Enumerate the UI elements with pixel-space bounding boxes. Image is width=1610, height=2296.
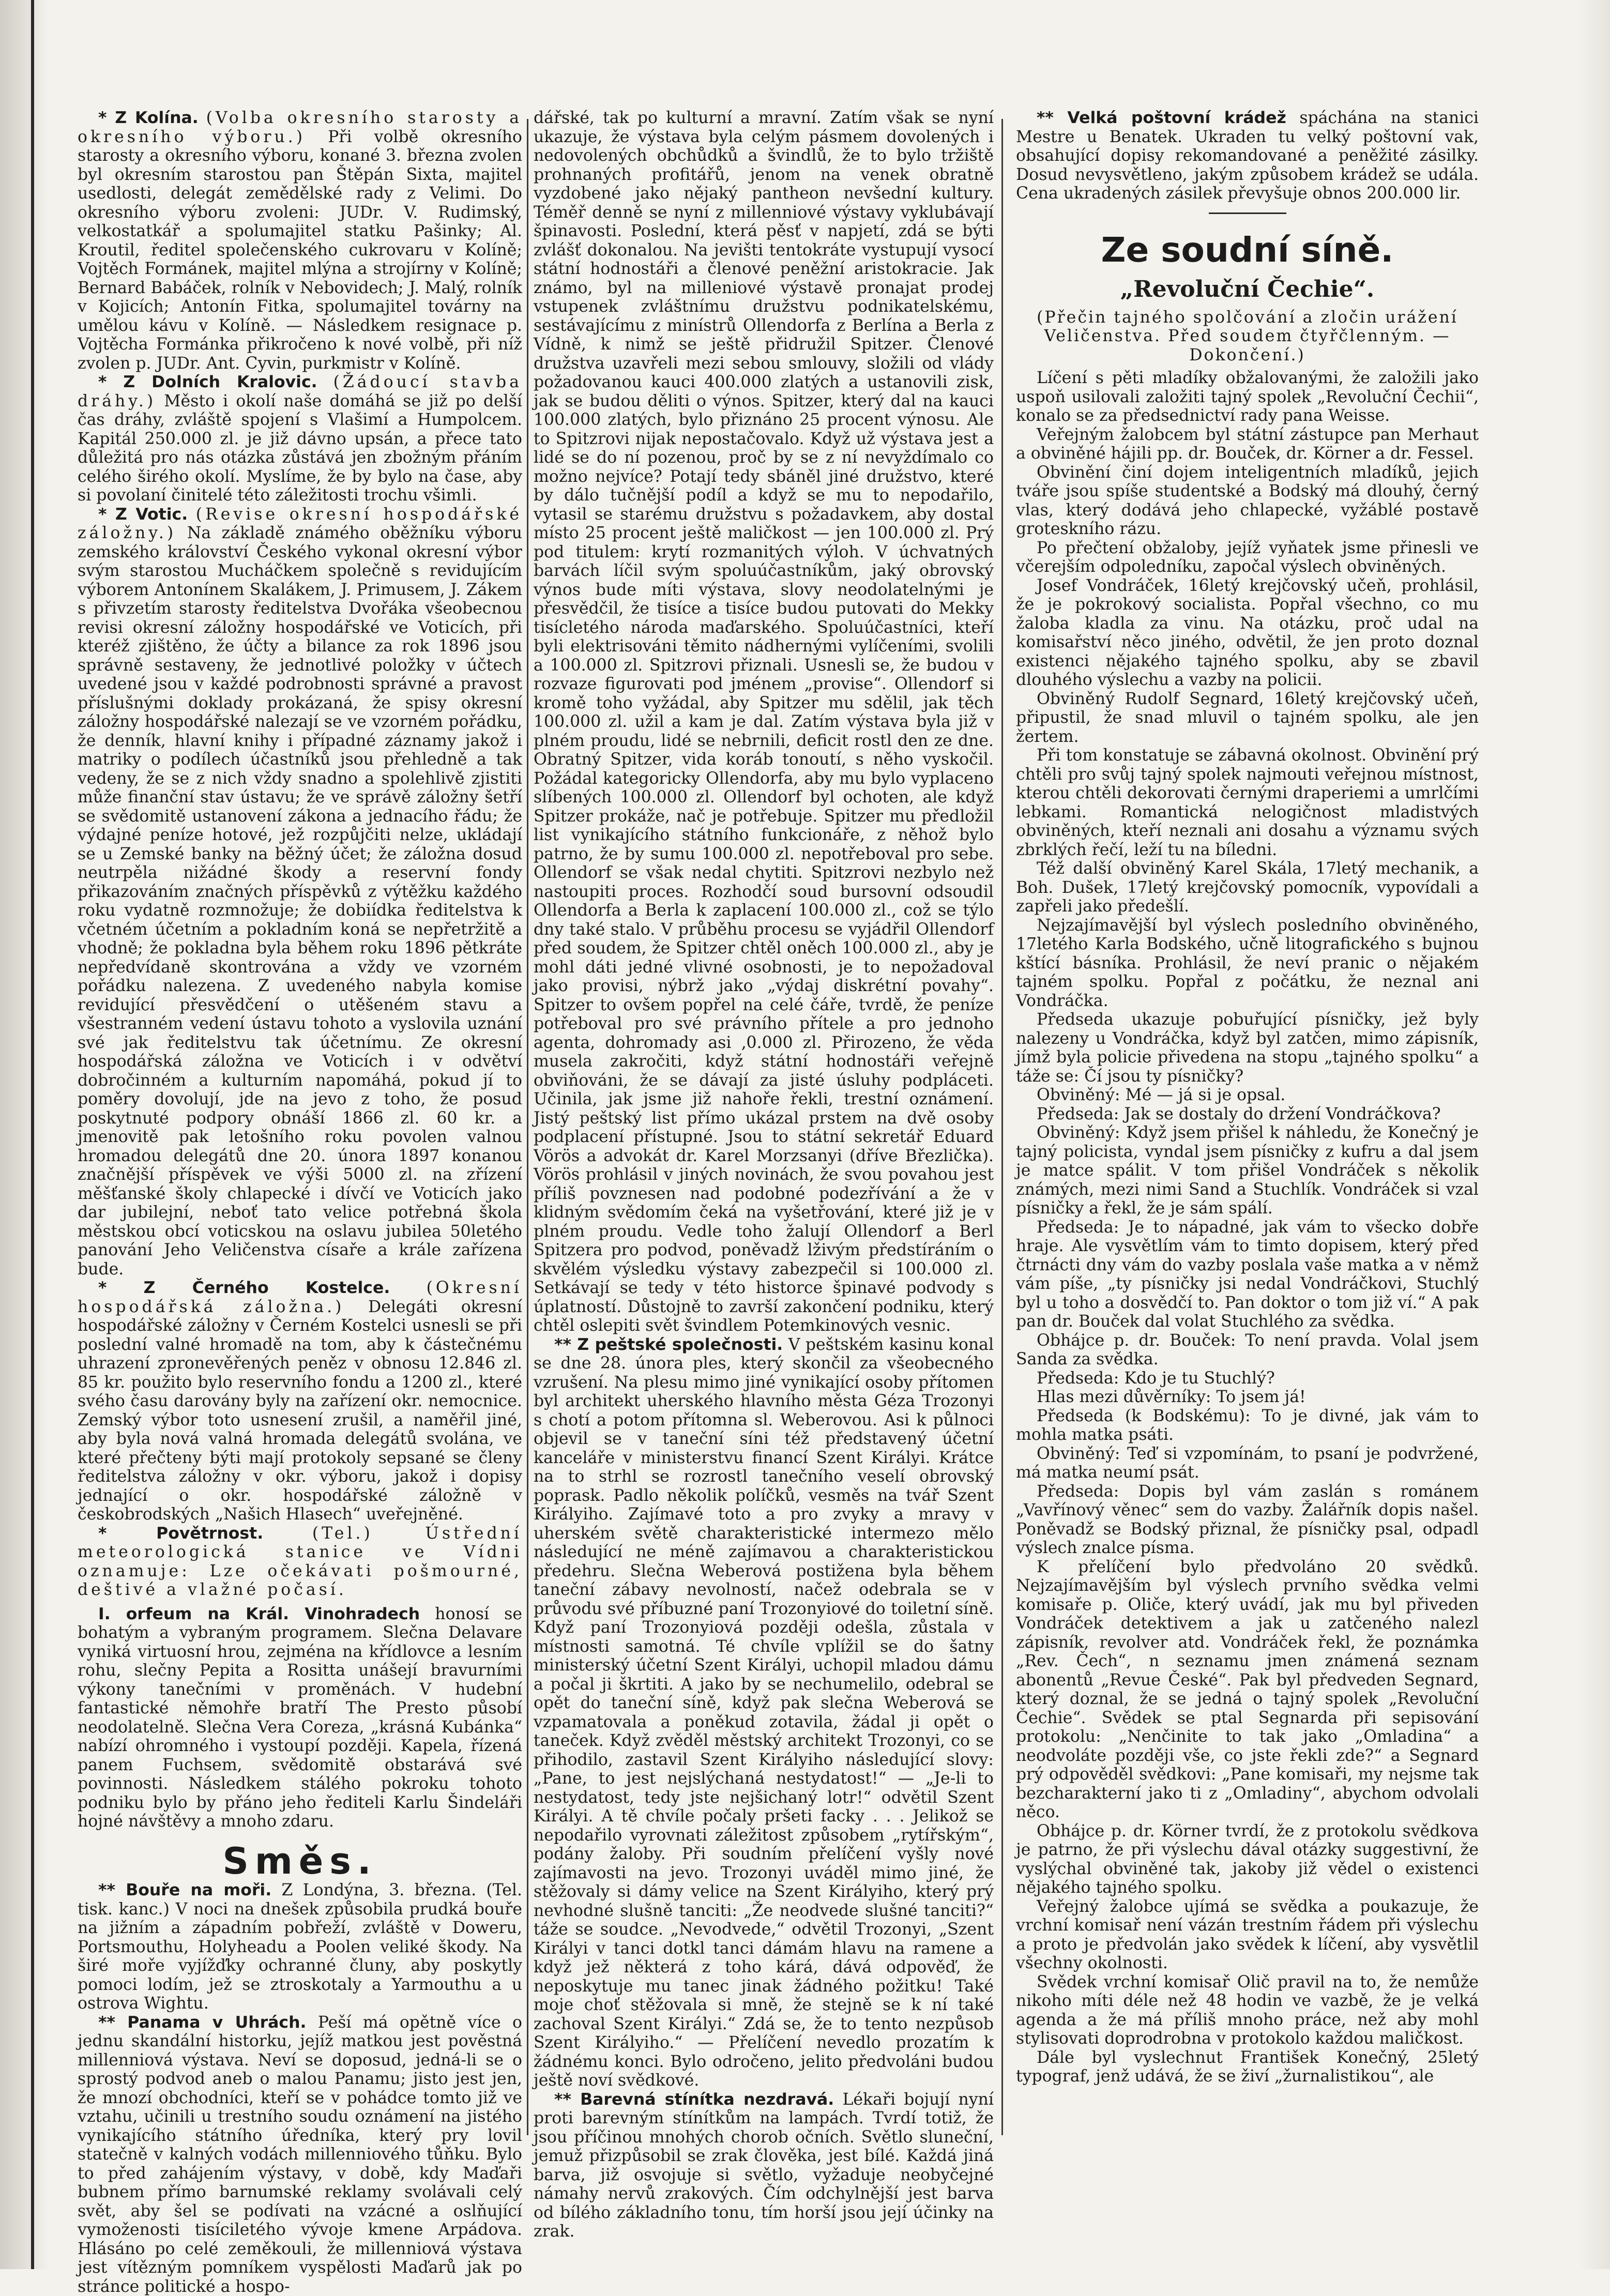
column-1 [78,109,522,2228]
article-storm [78,1881,522,2013]
page-right-margin [1579,0,1610,2269]
court-case-title: „Revoluční Čechie“. [1016,276,1479,303]
court-paragraph: Nejzajímavější byl výslech posledního obviněného, 17letého Karla Bodského, učně litografického s bujnou kštící básníka. Prohlásil, že neví pranic o nějakém tajném spolku. Popřal z počátku, že neznal ani Vondráčka. [1016,916,1479,1011]
court-paragraph: Obviněný: Teď si vzpomínám, to psaní je podvržené, má matka neumí psát. [1016,1444,1479,1482]
article-storm-lead: ** Bouře na moři. [98,1881,271,1899]
article-pest-society-lead: ** Z peštské společnosti. [554,1335,783,1354]
court-paragraph: Obviněný Rudolf Segnard, 16letý krejčovský učeň, připustil, že snad mluvil o tajném spolku, ale jen žertem. [1016,690,1479,747]
court-paragraph: Předseda: Jak se dostaly do držení Vondráčkova? [1016,1105,1479,1124]
court-paragraph: Veřejným žalobcem byl státní zástupce pan Merhaut a obviněné hájili pp. dr. Bouček, dr. Körner a dr. Fessel. [1016,425,1479,463]
article-votice-lead: * Z Votic. [98,505,188,524]
court-paragraph: Hlas mezi důvěrníky: To jsem já! [1016,1388,1479,1407]
court-paragraph: Líčení s pěti mladíky obžalovanými, že založili jako uspoň usilovali založiti tajný spolek „Revoluční Čechii“, konalo se za předsednictví rady pana Weisse. [1016,369,1479,425]
article-postal-theft-lead: ** Velká poštovní krádež [1037,109,1286,127]
column-rule-1 [527,119,528,2135]
article-storm-body: Z Londýna, 3. března. (Tel. tisk. kanc.) V noci na dnešek způsobila prudká bouře na jižním a západním pobřeží, zvláště v Doweru, Portsmouthu, Holyheadu a Poolen veliké škody. Na širé moře vyjížďky ochranné čluny, aby poskytly pomoci lodím, jež se ztroskotaly a Yarmouthu a u ostrova Wightu. [78,1881,522,2013]
article-kolin-body: Při volbě okresního starosty a okresního výboru, konané 3. března zvolen byl okresním starostou pan Štěpán Sixta, majitel usedlosti, delegát zemědělské rady z Velimi. Do okresního výboru zvoleni: JUDr. V. Rudimský, velkostatkář a spolumajitel statku Pašinky; Al. Kroutil, ředitel společenského cukrovaru v Kolíně; Vojtěch Formánek, majitel mlýna a strojírny v Kolíně; Bernard Babáček, rolník v Nebovidech; J. Malý, rolník v Kojicích; Antonín Fitka, spolumajitel továrny na umělou kávu v Kolíně. — Následkem resignace p. Vojtěcha Formánka přikročeno k nové volbě, při níž zvolen p. JUDr. Ant. Cyvin, purkmistr v Kolíně. [78,128,522,373]
article-orfeum-lead: I. orfeum na Král. Vinohradech [98,1605,420,1623]
article-kolin-subtitle: (Volba okresního starosty a okresního výboru.) [78,109,522,146]
column-3 [1016,109,1479,2228]
court-paragraph: K přelíčení bylo předvoláno 20 svědků. Nejzajímavějším byl výslech prvního svědka velmi komisaře p. Oliče, který uvádí, jak mu byl přiveden Vondráček detektivem a jak u zatčeného nalezl zápisník, revolver atd. Vondráček řekl, že poznámka „Rev. Čech“, n seznamu jmen známená seznam abonentů „Revue České“. Pak byl předveden Segnard, který doznal, že se jedná o tajný spolek „Revoluční Čechie“. Svědek se ptal Segnarda při sepisování protokolu: „Nenčinite to tak jako „Omladina“ a neodvoláte později vše, co jste řekli zde?“ a Segnard prý odpověděl svědkovi: „Pane komisaři, my nejsme tak bezcharakterní jako ti z „Omladiny“, abychom odvolali něco. [1016,1558,1479,1822]
section-heading-smes: Směs. [78,1852,522,1871]
court-paragraph: Obvinění činí dojem inteligentních mladíků, jejich tváře jsou spíše studentské a Bodský má dlouhý, černý vlas, který dodává jeho chlapecké, vyžáblé postavě groteskního rázu. [1016,463,1479,539]
article-lampshades [534,2090,994,2241]
article-pest-society [534,1335,994,2090]
court-section-title: Ze soudní síně. [1016,230,1479,271]
court-paragraph: Po přečtení obžaloby, jejíž vyňatek jsme přinesli ve včerejším odpoledníku, započal výslech obviněných. [1016,539,1479,576]
article-orfeum [78,1605,522,1831]
article-lampshades-body: Lékaři bojují nyní proti barevným stínítkům na lampách. Tvrdí totiž, že jsou příčinou mnohých chorob očních. Světlo sluneční, jemuž přizpůsobil se zrak člověka, jest bílé. Každá jiná barva, již osvojuje si světlo, vyžaduje neobyčejné námahy nervů zrakových. Čím odchylnější jest barva od bílého základního tonu, tím horší jsou její účinky na zrak. [534,2090,994,2241]
article-dolni-kralovice-lead: * Z Dolních Kralovic. [98,373,317,391]
article-lampshades-lead: ** Barevná stínítka nezdravá. [554,2090,834,2109]
article-cerny-kostelec-body: Delegáti okresní hospodářské záložny v Černém Kostelci usnesli se při poslední valné hromadě na tom, aby k částečnému uhrazení zpronevěřených peněz v obnosu 12.846 zl. 85 kr. použito bylo reservního fondu a 1200 zl., které svého času darovány byly na zařízení okr. nemocnice. Zemský výbor toto usnesení zrušil, a naměřil jiné, aby byla nová valná hromada delegátů svolána, ve které přečteny býti mají protokoly sepsané se členy ředitelstva záložny v okr. výboru, jakož i dopisy jednající o okr. hospodářské záložně v českobrodských „Našich Hlasech“ uveřejněné. [78,1298,522,1524]
article-postal-theft [1016,109,1479,203]
article-dolni-kralovice-subtitle: (Žádoucí stavba dráhy.) [78,373,522,410]
article-votice-subtitle: (Revise okresní hospodářské záložny.) [78,505,522,543]
court-paragraph: Obviněný: Když jsem přišel k náhledu, že Konečný je tajný policista, vyndal jsem písničky z kufru a dal jsem je matce spálit. V tom přišel Vondráček s několik známých, mezi nimi Sand a Stuchlík. Vondráček si vzal písničky a řekl, že je sám spálí. [1016,1123,1479,1218]
column-rule-2 [1001,119,1003,2135]
article-cerny-kostelec-subtitle: (Okresní hospodářská záložna.) [78,1279,522,1316]
article-votice [78,505,522,1279]
article-weather-body: (Tel.) Ústřední meteorologická stanice ve Vídni oznamuje: Lze očekávati pošmourné, deštivé a vlažné počasí. [78,1524,522,1600]
court-paragraph: Předseda: Kdo je tu Stuchlý? [1016,1369,1479,1388]
article-dolni-kralovice-body: Město i okolí naše domáhá se již po delší čas dráhy, zvláště spojení s Vlašimí a Humpolcem. Kapitál 250.000 zl. je již dávno upsán, a přece tato důležitá pro nás otázka zůstává jen zbožným přáním celého širého okolí. Myslíme, že by bylo na čase, aby si povolaní činitelé této záležitosti trochu všimli. [78,392,522,505]
court-paragraph: Obhájce p. dr. Bouček: To není pravda. Volal jsem Sanda za svědka. [1016,1331,1479,1369]
court-paragraph: Josef Vondráček, 16letý krejčovský učeň, prohlásil, že je pokrokový socialista. Popřal všechno, co mu žaloba kladla za vinu. Na otázku, proč udal na komisařství něco jiného, odvětil, že jen proto doznal existenci nějakého tajného spolku, aby se zbavil dlouhého výslechu a vazby na policii. [1016,576,1479,690]
article-orfeum-body: honosí se bohatým a vybraným programem. Slečna Delavare vyniká virtuosní hrou, zejména na křídlovce a lesním rohu, slečny Pepita a Rositta unášejí bravurními výkony tanečními v proměnách. V hudební fantastické němohře bratří The Presto působí neodolatelně. Slečna Vera Coreza, „krásná Kubánka“ nabízí ohromného i vystoupí později. Kapela, řízená panem Fuchsem, svědomitě obstarává své povinnosti. Následkem stálého pokroku tohoto podniku bylo by přáno jeho řediteli Karlu Šindeláři hojné návštěvy a mnoho zdaru. [78,1605,522,1831]
court-paragraph: Dále byl vyslechnut František Konečný, 25letý typograf, jenž udává, že se živí „žurnalistikou“, ale [1016,2048,1479,2086]
court-paragraph: Obviněný: Mé — já si je opsal. [1016,1086,1479,1105]
court-paragraph: Při tom konstatuje se zábavná okolnost. Obvinění prý chtěli pro svůj tajný spolek najmouti veřejnou místnost, kterou chtěli dekorovati černými draperiemi a umrlčími lebkami. Romantická nelogičnost mladistvých obviněných, kteří neznali ani dosahu a významu svých zbrklých řečí, leží tu na bíledni. [1016,746,1479,859]
short-divider [1209,212,1286,214]
article-panama-body: Peší má opětně více o jednu skandální historku, jejíž matkou jest pověstná millenniová výstava. Neví se doposud, jedná-li se o sprostý podvod aneb o malou Panamu; jisto jest jen, že mnozí obchodníci, kteří se v pohádce tomto již ve vztahu, učinili u trestního soudu oznámení na jistého vynikajícího státního úředníka, který pry lovil statečně v kalných vodách millenniového tůňku. Bylo to před zahájením výstavy, v době, kdy Maďaři bubnem přímo barnumské reklamy svolávali celý svět, aby šel se podívati na vzácné a oslňující vymoženosti tisíciletého vývoje kmene Arpádova. Hlásáno po celé zeměkouli, že millenniová výstava jest vítězným pomníkem vyspělosti Maďarů jak po stránce politické a hospo- [78,2013,522,2296]
binding-line [31,0,34,2269]
court-paragraph: Předseda: Je to nápadné, jak vám to všecko dobře hraje. Ale vysvětlím vám to timto dopisem, který před čtrnácti dny vám do vazby poslala vaše matka a v němž vám píše, „ty písničky jsi nedal Vondráčkovi, Stuchlý byl u toho a dosvědčí to. Pan doktor o tom již ví.“ A pak pan dr. Bouček dal volat Stuchlého za svědka. [1016,1218,1479,1331]
column-2 [534,109,994,2228]
court-paragraph: Též další obviněný Karel Skála, 17letý mechanik, a Boh. Dušek, 17letý krejčovský pomocník, vypovídali a zapřeli jako předešlí. [1016,859,1479,916]
article-cerny-kostelec-lead: * Z Černého Kostelce. [98,1279,390,1297]
article-kolin [78,109,522,373]
article-kolin-lead: * Z Kolína. [98,109,199,127]
court-paragraph: Předseda (k Bodskému): To je divné, jak vám to mohla matka psáti. [1016,1407,1479,1444]
article-panama-lead: ** Panama v Uhrách. [98,2013,307,2032]
court-case-intro: (Přečin tajného spolčování a zločin urážení Veličenstva. Před soudem čtyřčlenným. — Dokončení.) [1016,308,1479,365]
article-postal-theft-body: spáchána na stanici Mestre u Benatek. Ukraden tu velký poštovní vak, obsahující dopisy rekomandované a peněžité zásilky. Dosud nevysvětleno, jakým způsobem krádež se udála. Cena ukradených zásilek převyšuje obnos 200.000 lir. [1016,109,1479,203]
page-left-margin [0,0,49,2269]
court-paragraph: Svědek vrchní komisař Olič pravil na to, že nemůže nikoho míti déle než 48 hodin ve vazbě, že je velká agenda a že má příliš mnoho práce, než aby mohl stylisovati doprodrobna v protokolo každou maličkost. [1016,1973,1479,2048]
court-paragraph: Předseda: Dopis byl vám zaslán s románem „Vavřínový věnec“ sem do vazby. Žalářník dopis našel. Poněvadž se Bodský přiznal, že písničky psal, odpadl výslech znalce písma. [1016,1482,1479,1558]
article-weather [78,1524,522,1600]
article-votice-body: Na základě známého oběžníku výboru zemského království Českého vykonal okresní výbor svým starostou Mucháčkem společně s revidujícím výborem Antonínem Skalákem, J. Primusem, J. Zákem s přivzetím starosty ředitelstva Dvořáka všeobecnou revisi okresní záložny hospodářské ve Voticích, při kteréž zjištěno, že účty a bilance za rok 1896 jsou správně sestaveny, že jednotlivé položky v účtech uvedené jsou v každé podrobnosti správné a pravost příslušnými doklady prokázaná, že spisy okresní záložny hospodářské nalezají se ve vzorném pořádku, že denník, hlavní knihy i případné záznamy jakož i matriky o podílech účastníků jsou přehledně a tak vedeny, že se z nich vždy snadno a spolehlivě zjistiti může finanční stav ústavu; že ve správě záložny šetří se svědomitě ustanovení zákona a jednacího řádu; že výdajné peníze hotové, jež rozpůjčiti nelze, ukládají se u Zemské banky na běžný účet; že záložna dosud neutrpěla nižádné škody a reservní fondy přikazováním značných příspěvků z výtěžku každého roku vydatně rozmnožuje; že dobiídka ředitelstva k včetném účetním a pokladním koná se nepřetržitě a vhodně; že pokladna byla během roku 1896 pětkráte nepředvídaně skontrována a vždy ve vzorném pořádku nalezena. Z uvedeného nabyla komise revidující přesvědčení o utěšeném stavu a všestranném vedení ústavu tohoto a vyslovila uznání své jak ředitelstvu tak účetnímu. Ze okresní hospodářská záložna ve Voticích i v odvětví dobročinném a kulturním napomáhá, pokud jí to poměry dovolují, jde na jevo z toho, že posud poskytnuté podpory obnáší 1866 zl. 60 kr. a jmenovitě pak letošního roku povolen valnou hromadou delegátů dne 20. února 1897 konanou značnější příspěvek ve výši 5000 zl. na zřízení měšťanské školy chlapecké i dívčí ve Voticích jako dar jubilejní, neboť tato velice potřebná škola městskou obcí voticskou na oslavu jubilea 50letého panování Jeho Veličenstva císaře a krále zařízena bude. [78,524,522,1279]
article-weather-lead: * Povětrnost. [98,1524,263,1543]
court-paragraph: Obhájce p. dr. Körner tvrdí, že z protokolu svědkova je patrno, že při výslechu dával otázky suggestivní, že vyslýchal obviněné tak, jakoby již vědel o existenci nějakého tajného spolku. [1016,1822,1479,1897]
article-dolni-kralovice [78,373,522,505]
article-panama [78,2013,522,2296]
article-cerny-kostelec [78,1279,522,1524]
court-paragraph: Předseda ukazuje pobuřující písničky, jež byly nalezeny u Vondráčka, když byl zatčen, mimo zápisník, jímž byla policie přivedena na stopu „tajného spolku“ a táže se: Čí jsou ty písničky? [1016,1010,1479,1086]
article-panama-continued: dářské, tak po kulturní a mravní. Zatím však se nyní ukazuje, že výstava byla celým pásmem dovolených i nedovolených obchůdků a švindlů, že to bylo tržiště prohnaných profitářů, jenom na venek obratně vyzdobené jako nějaký pantheon nevšední kultury. Téměř denně se nyní z millenniové výstavy vyklubávají špinavosti. Poslední, která pěsť v napjetí, zdá se býti zvlášť dokonalou. Na jevišti tentokráte vystupují vysocí státní hodnostáři a členové peněžní aristokracie. Jak známo, byl na milleniové výstavě pronajat prodej vstupenek zvláštnímu družstvu podnikatelskému, sestávajícímu z minístrů Ollendorfa z Berlína a Berla z Vídně, k nimž se ještě přidružil Spitzer. Členové družstva uzavřeli mezi sebou smlouvy, složili od vlády požadovanou kauci 400.000 zlatých a ustanovili zisk, jak se budou děliti o výnos. Spitzer, který dal na kauci 100.000 zlatých, bylo přiznáno 25 procent výnosu. Ale to Spitzrovi nijak nepostačovalo. Když už výstava jest a lidé se do ní pozenou, proč by se z ní nevyždímalo co možno nejvíce? Potají tedy sbáněl jiné družstvo, které by dálo tučnější podíl a když se mu to nepodařilo, vytasil se starému družstvu s požadavkem, aby dostal místo 25 procent ještě maličkost — jen 100.000 zl. Prý pod titulem: krytí rozmanitých výloh. V úchvatných barvách líčil svým spoluúčastníkům, jaký obrovský výnos bude míti výstava, slovy neodolatelnými je přesvědčil, že tisíce a tisíce budou putovati do Mekky tisícletého národa maďarského. Spoluúčastníci, kteří byli elektrisováni těmito nádhernými vylíčeními, svolili a 100.000 zl. Spitzrovi přiznali. Usnesli se, že budou v rozvaze figurovati pod jménem „provise“. Ollendorf si kromě toho vyžádal, aby Spitzer mu sdělil, jak těch 100.000 zl. užil a kam je dal. Zatím výstava byla již v plném proudu, lidé se nebrnili, deficit rostl den ze dne. Obratný Spitzer, vida koráb tonoutí, s něho vyskočil. Požádal kategoricky Ollendorfa, aby mu bylo vyplaceno slíbených 100.000 zl. Ollendorf byl ochoten, ale když Spitzer prokáže, nač je potřebuje. Spitzer mu předložil list vynikajícího státního funkcionáře, z něhož bylo patrno, že by sumu 100.000 zl. nepotřeboval pro sebe. Ollendorf se však nedal chytiti. Spitzrovi nezbylo než nastoupiti proces. Rozhodčí soud bursovní odsoudil Ollendorfa a Berla k zaplacení 100.000 zl., což se týlo dny také stalo. V průběhu procesu se vyjádřil Ollendorf před soudem, že Spitzer chtěl oněch 100.000 zl., aby je mohl dáti jedné vlivné osobnosti, je to nepožadoval jako provisi, nýbrž jako „výdaj diskrétní povahy“. Spitzer to ovšem popřel na celé čáře, tvrdě, že peníze potřeboval pro své právního přítele a pro jednoho agenta, dohromady asi ‚0.000 zl. Přirozeno, že věda musela zakročiti, když státní hodnostáři veřejně obviňováni, že se dávají za jisté úsluhy podpláceti. Učinila, jak jsme již nahoře řekli, trestní oznámení. Jistý peštský list přímo ukázal prstem na dvě osoby podplacení přístupné. Jsou to státní sekretář Eduard Vörös a advokát dr. Karel Morzsanyi (dříve Březlička). Vörös prohlásil v jiných novinách, že svou povahou jest příliš povznesen nad podobné podezřívání a že v klidným svědomím čeká na vyšetřování, které již je v plném proudu. Vedle toho žalují Ollendorf a Berl Spitzera pro podvod, poněvadž lživým předstíráním o skvělém výsledku výstavy zabezpečil si 100.000 zl. Setkávají se tedy v této historce špinavé podvody s úplatností. Důstojně to završí zakončení podniku, který chtěl oslepiti svět švindlem Potemkinových vesnic. [534,109,994,1335]
court-paragraph: Veřejný žalobce ujímá se svědka a poukazuje, že vrchní komisař není vázán trestním řádem při výslechu a proto je předvolán jako svědek k líčení, aby vysvětlil všechny okolnosti. [1016,1897,1479,1973]
article-pest-society-body: V peštském kasinu konal se dne 28. února ples, který skončil za všeobecného vzrušení. Na plesu mimo jiné vynikající osoby přítomen byl architekt uherského hlavního města Géza Trozonyi s chotí a potom přítomna sl. Weberovou. Asi k půlnoci objevil se v taneční síni též představený účetní kanceláře v ministerstvu financí Szent Királyi. Krátce na to strhl se rozrostl tanečního veselí obrovský poprask. Padlo několik políčků, vesměs na tvář Szent Királyiho. Zajímavé toto a pro zvyky a mravy v uherském světě charakteristické intermezo mělo následující ne méně zajímavou a charakteristickou předehru. Slečna Weberová postižena byla během taneční zábavy nevolností, načež odebrala se v průvodu své příbuzné paní Trozonyiové do toiletní síně. Když paní Trozonyiová později odešla, zůstala v místnosti samotná. Té chvíle vplížil se do šatny ministerský účetní Szent Királyi, uchopil mladou dámu a počal ji škrtiti. A jako by se nechumelilo, odebral se opět do taneční síně, když pak slečna Weberová se vzpamatovala a poněkud zotavila, žádal ji opět o taneček. Když zvěděl městský architekt Trozonyi, co se přihodilo, zastavil Szent Királyiho následující slovy: „Pane, to jest nejslýchaná nestydatost!“ — „Je-li to nestydatost, tedy jste nejšichaný lotr!“ odvětil Szent Királyi. A tě chvíle počaly pršeti facky . . . Jelikož se nepodařilo vyrovnati záležitost způsobem „rytířským“, podány žaloby. Při soudním přelíčení vyšly nové zajímavosti na jevo. Trozonyi uváděl mimo jiné, že stěžovaly si dámy velice na Szent Királyiho, který prý nevhodné slušně tanciti: „Že neodvede slušné tanciti?“ táže se soudce. „Nevodvede,“ odvětil Trozonyi, „Szent Királyi v tanci dotkl tanci dámám hlavu na ramene a když jež některá z toho kárá, dává odpověď, že neposkytuje mu tanec jinak žádného požitku! Také moje choť stěžovala si mně, že stejně se k ní také zachoval Szent Királyi.“ Zdá se, že to tento nezpůsob Szent Királyiho.“ — Přelíčení nevedlo prozatím k žádnému konci. Bylo odročeno, jelito předvoláni budou ještě noví svědkové. [534,1335,994,2090]
